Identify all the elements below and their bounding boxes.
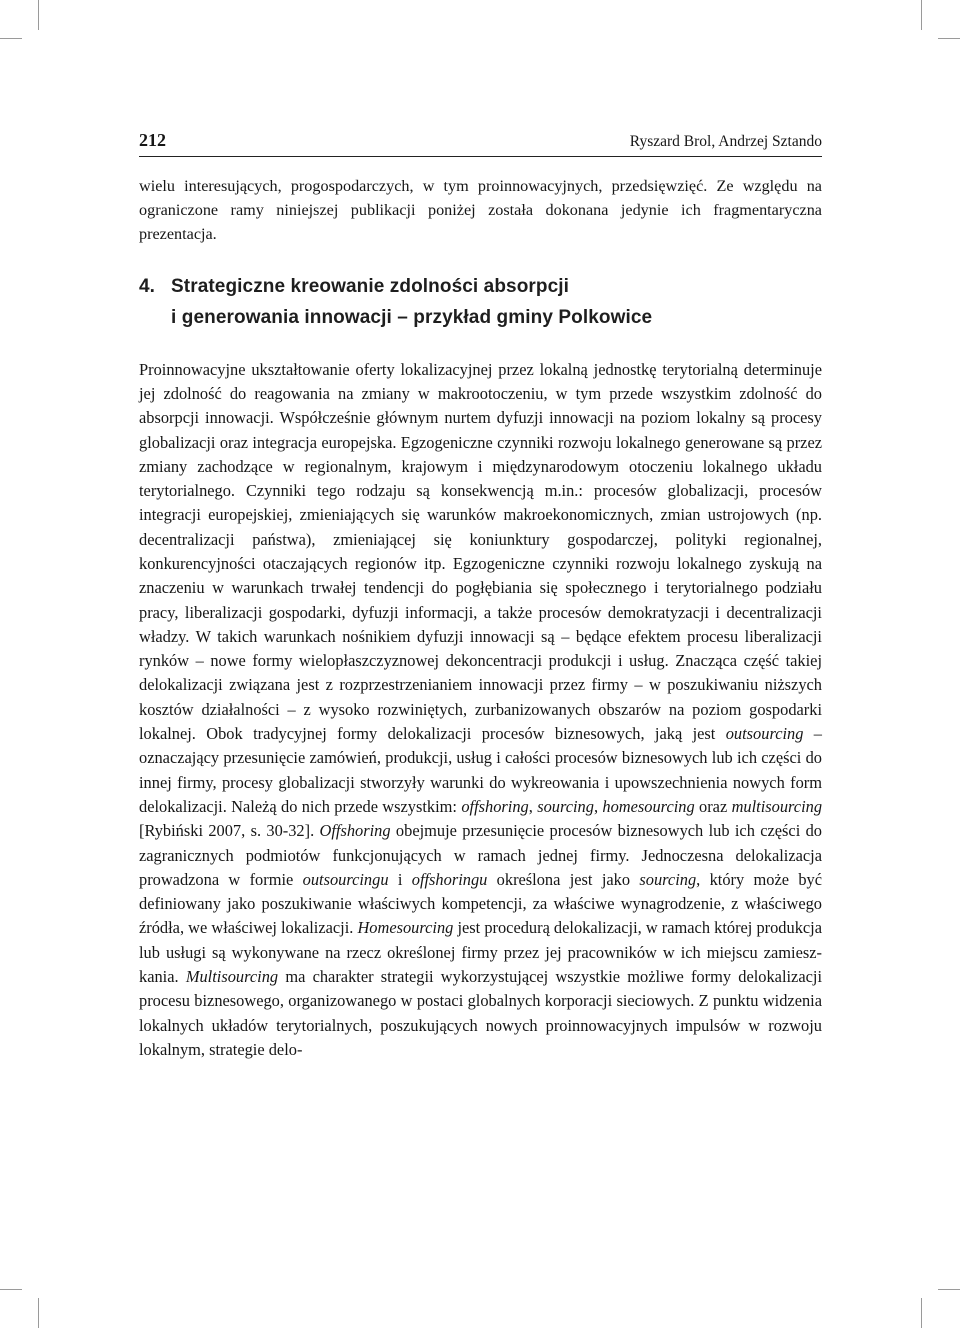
body-text: – oznaczający przesunięcie zamówień, produkcji, usług i całości procesów biznesowych lub ich części do innej firmy, procesy globalizacji stworzyły warunki do wykreowania i upowszechnienia nowych form delokalizacji. Należą do nich przede wszystkim: [139,724,823,816]
crop-mark-bottom-right [921,1298,922,1328]
section-title-line-2: i generowania innowacji – przykład gminy Polkowice [171,306,653,328]
term-sourcing: sourcing [537,796,594,816]
crop-mark-top-left-h [0,38,22,39]
body-paragraph [139,358,822,1063]
body-text: oraz [694,796,732,816]
term-outsourcingu: outsourcingu [302,869,389,889]
intro-paragraph: wielu interesujących, progospodarczych, w tym proinnowacyjnych, przedsięwzięć. Ze względu na ograniczone ramy niniejszej publikacji poniżej została dokonana jedynie ich fragmentaryczna prezentacja. [139,177,822,244]
term-sourcing: sourcing [639,869,697,889]
term-multisourcing: multisourcing [731,796,823,816]
section-heading [139,271,822,333]
term-homesourcing: homesourcing [602,796,695,816]
crop-mark-top-left [38,0,39,30]
body-text: , [528,796,538,816]
section-number: 4. [139,275,156,297]
body-text: [Rybiński 2007, s. 30-32]. [139,821,320,841]
page-header [139,128,822,157]
body-text: obejmuje przesunięcie procesów biznesowych lub ich części do zagranicznych podmiotów funkcjonujących w ramach jednej firmy. Jednoczesna delokalizacja prowadzona w formie [139,821,822,889]
crop-mark-top-right-h [938,38,960,39]
body-text: i [388,869,412,889]
section-title [171,271,822,333]
body-text: określona jest jako [487,869,640,889]
body-text: , [593,796,603,816]
crop-mark-bottom-left [38,1298,39,1328]
term-outsourcing: outsourcing [725,724,804,744]
section-title-line-1: Strategiczne kreowanie zdolności absorpcji [171,275,570,297]
page-number: 212 [139,130,166,150]
crop-mark-bottom-right-h [938,1289,960,1290]
term-offshoring: Offshoring [319,821,391,841]
body-text: ma charakter strategii wykorzystującej wszystkie możliwe formy delokalizacji procesu biznesowego, organizowanego w postaci globalnych korporacji sieciowych. Z punktu widzenia lokalnych układów terytorialnych, poszukujących nowych proinnowacyjnych impulsów w rozwoju lokalnym, strategie delo- [139,967,822,1059]
running-head-authors: Ryszard Brol, Andrzej Sztando [629,133,822,150]
body-text: jest procedurą delokalizacji, w ramach której produkcja lub usługi są wykonywane na rzecz określonej firmy przez jej pracowników w ich miejscu zamieszkania. [139,918,822,987]
crop-mark-top-right [921,0,922,30]
term-offshoringu: offshoringu [411,869,488,889]
crop-mark-bottom-left-h [0,1289,22,1290]
term-offshoring: offshoring [461,796,529,816]
body-text: Proinnowacyjne ukształtowanie oferty lokalizacyjnej przez lokalną jednostkę terytorialną determinuje jej zdolność do reagowania na zmiany w makrootoczeniu, w tym przede wszystkim zdolność do absorpcji innowacji. Współcześnie głównym nurtem dyfuzji innowacji na poziom lokalny są procesy globalizacji oraz integracja europejska. Egzogeniczne czynniki rozwoju lokalnego generowane są przez zmiany zachodzące w regionalnym, krajowym i międzynarodowym otoczeniu lokalnego układu terytorialnego. Czynniki tego rodzaju są konsekwencją m.in.: procesów globalizacji, procesów integracji europejskiej, zmieniających się warunków makroekonomicznych, zmian ustrojowych (np. decentralizacji państwa), zmieniającej się koniunktury gospodarczej, polityki regionalnej, konkurencyjności otaczających regionów itp. Egzogeniczne czynniki rozwoju lokalnego zyskują na znaczeniu w warunkach trwałej tendencji do pogłębiania się społecznego i terytorialnego podziału pracy, liberalizacji gospodarki, dyfuzji informacji, a także procesów demokratyzacji i decentralizacji władzy. W takich warunkach nośnikiem dyfuzji innowacji są – będące efektem procesu liberalizacji rynków – nowe formy wielopłaszczyznowej dekoncentracji produkcji i usług. Znacząca część takiej delokalizacji związana jest z rozprzestrzenianiem innowacji przez firmy – w poszukiwaniu niższych kosztów działalności – z wysoko rozwiniętych, zurbanizowanych obszarów na poziom gospodarki lokalnej. Obok tradycyjnej formy delokalizacji procesów biznesowych, jaką jest [139,359,822,744]
term-multisourcing: Multisourcing [185,967,279,987]
body-text: , który może być definiowany jako poszukiwanie właściwych kompetencji, za właściwe wynagrodzenie, z właściwego źródła, we właściwej lokalizacji. [139,869,822,938]
term-homesourcing: Homesourcing [357,918,454,938]
page-content [139,174,822,1062]
